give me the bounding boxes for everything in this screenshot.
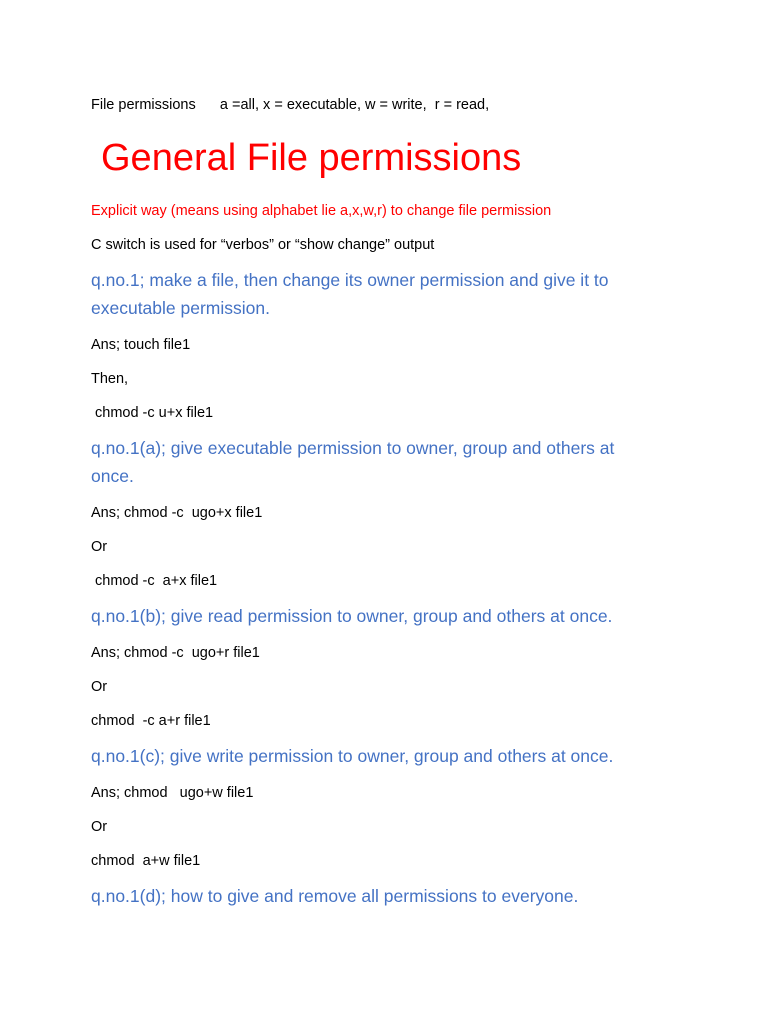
question-1a: q.no.1(a); give executable permission to owner, group and others at once. <box>91 438 615 486</box>
answer-1b: Ans; chmod -c ugo+r file1 <box>91 645 260 661</box>
answer-1c: Ans; chmod ugo+w file1 <box>91 785 254 801</box>
question-1c: q.no.1(c); give write permission to owner, group and others at once. <box>91 746 614 766</box>
answer-1a: Ans; chmod -c ugo+x file1 <box>91 505 263 521</box>
answer-1a-or: Or <box>91 539 108 555</box>
answer-1c-or: Or <box>91 819 108 835</box>
answer-1-command: chmod -c u+x file1 <box>95 405 214 421</box>
permissions-legend: File permissions a =all, x = executable, w = write, r = read, <box>91 97 490 113</box>
question-1: q.no.1; make a file, then change its owner permission and give it to executable permission. <box>91 270 609 318</box>
answer-1b-command: chmod -c a+r file1 <box>91 713 211 729</box>
answer-1c-command: chmod a+w file1 <box>91 853 201 869</box>
c-switch-note: C switch is used for “verbos” or “show change” output <box>91 237 435 253</box>
question-1b: q.no.1(b); give read permission to owner, group and others at once. <box>91 606 613 626</box>
page-title: General File permissions <box>101 137 522 179</box>
answer-1-then: Then, <box>91 371 129 387</box>
explicit-way-note: Explicit way (means using alphabet lie a,x,w,r) to change file permission <box>91 203 552 219</box>
answer-1b-or: Or <box>91 679 108 695</box>
answer-1: Ans; touch file1 <box>91 337 191 353</box>
answer-1a-command: chmod -c a+x file1 <box>95 573 218 589</box>
question-1d: q.no.1(d); how to give and remove all permissions to everyone. <box>91 886 579 906</box>
